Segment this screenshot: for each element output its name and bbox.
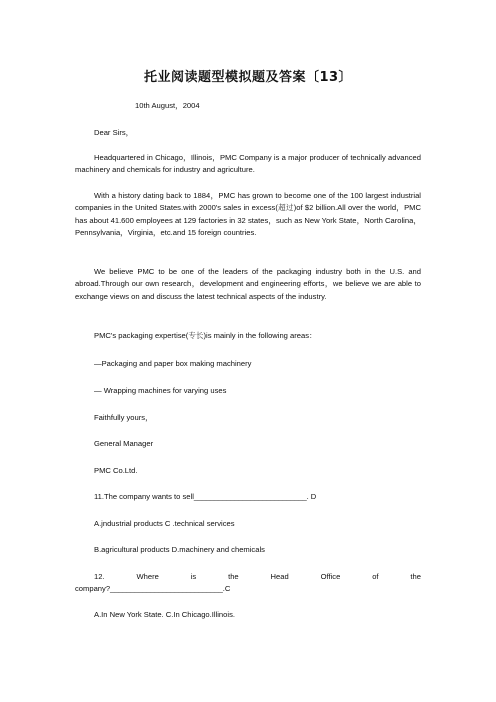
letter-paragraph-history (75, 190, 421, 240)
question-11-answer: . D (306, 492, 317, 501)
question-12-word: of (372, 572, 379, 581)
question-11-blank: ____________________________ (193, 492, 307, 501)
question-12-word: the (410, 572, 421, 581)
question-12-line-2 (75, 583, 230, 595)
expertise-list-item: —Packaging and paper box making machinery (94, 359, 252, 368)
question-12-word: the (228, 572, 239, 581)
question-12-word: is (190, 572, 197, 581)
question-11-stem: 11.The company wants to sell (94, 492, 194, 501)
question-12-answer: .C (222, 584, 231, 593)
question-12-line (94, 571, 421, 583)
letter-salutation: Dear Sirs， (94, 128, 134, 137)
letter-date: 10th August，2004 (135, 101, 200, 110)
question-12-blank: ____________________________ (110, 584, 223, 593)
question-11-option-line: B.agricultural products D.machinery and chemicals (94, 545, 265, 554)
expertise-text-before: PMC's packaging expertise( (94, 331, 189, 340)
gloss-chaoguo: 超过 (277, 203, 294, 213)
question-12-option-line: A.In New York State. C.In Chicago.Illinois. (94, 610, 235, 619)
letter-paragraph-expertise (94, 330, 317, 342)
letter-paragraph-intro: Headquartered in Chicago，Illinois，PMC Company is a major producer of technically advanced machinery and chemicals for industry and agriculture. (75, 153, 421, 175)
question-11 (94, 491, 316, 503)
question-11-option-line: A.jndustrial products C .technical services (94, 519, 235, 528)
question-12-word: 12. (94, 572, 105, 581)
history-text-before: With a history dating back to 1884，PMC has grown to become one of the 100 largest industrial companies in the United States.with 2000's sales in excess( (75, 191, 421, 213)
letter-paragraph-packaging: We believe PMC to be one of the leaders of the packaging industry both in the U.S. and abroad.Through our own research，development and engineering efforts，we believe we are able to exchange views on and discuss the latest technical aspects of the industry. (75, 267, 421, 301)
signer-title: General Manager (94, 439, 154, 448)
question-12-stem-end: company? (75, 584, 111, 593)
expertise-list-item: — Wrapping machines for varying uses (94, 386, 227, 395)
question-12-word: Head (270, 572, 289, 581)
document-title: 托业阅读题型模拟题及答案〔13〕 (143, 70, 353, 85)
company-name: PMC Co.Ltd. (94, 466, 138, 475)
history-text-after: )of $2 billion.All over the world，PMC has about 41.600 employees at 129 factories in 32 states，such as New York State，North Carolina，Pennsylvania，Virginia，etc.and 15 foreign countries. (75, 203, 421, 238)
expertise-text-after: )is mainly in the following areas： (203, 331, 317, 340)
question-12-word: Office (320, 572, 341, 581)
gloss-zhuanchang: 专长 (188, 331, 204, 340)
letter-closing: Faithfully yours， (94, 413, 153, 422)
question-12-word: Where (136, 572, 159, 581)
